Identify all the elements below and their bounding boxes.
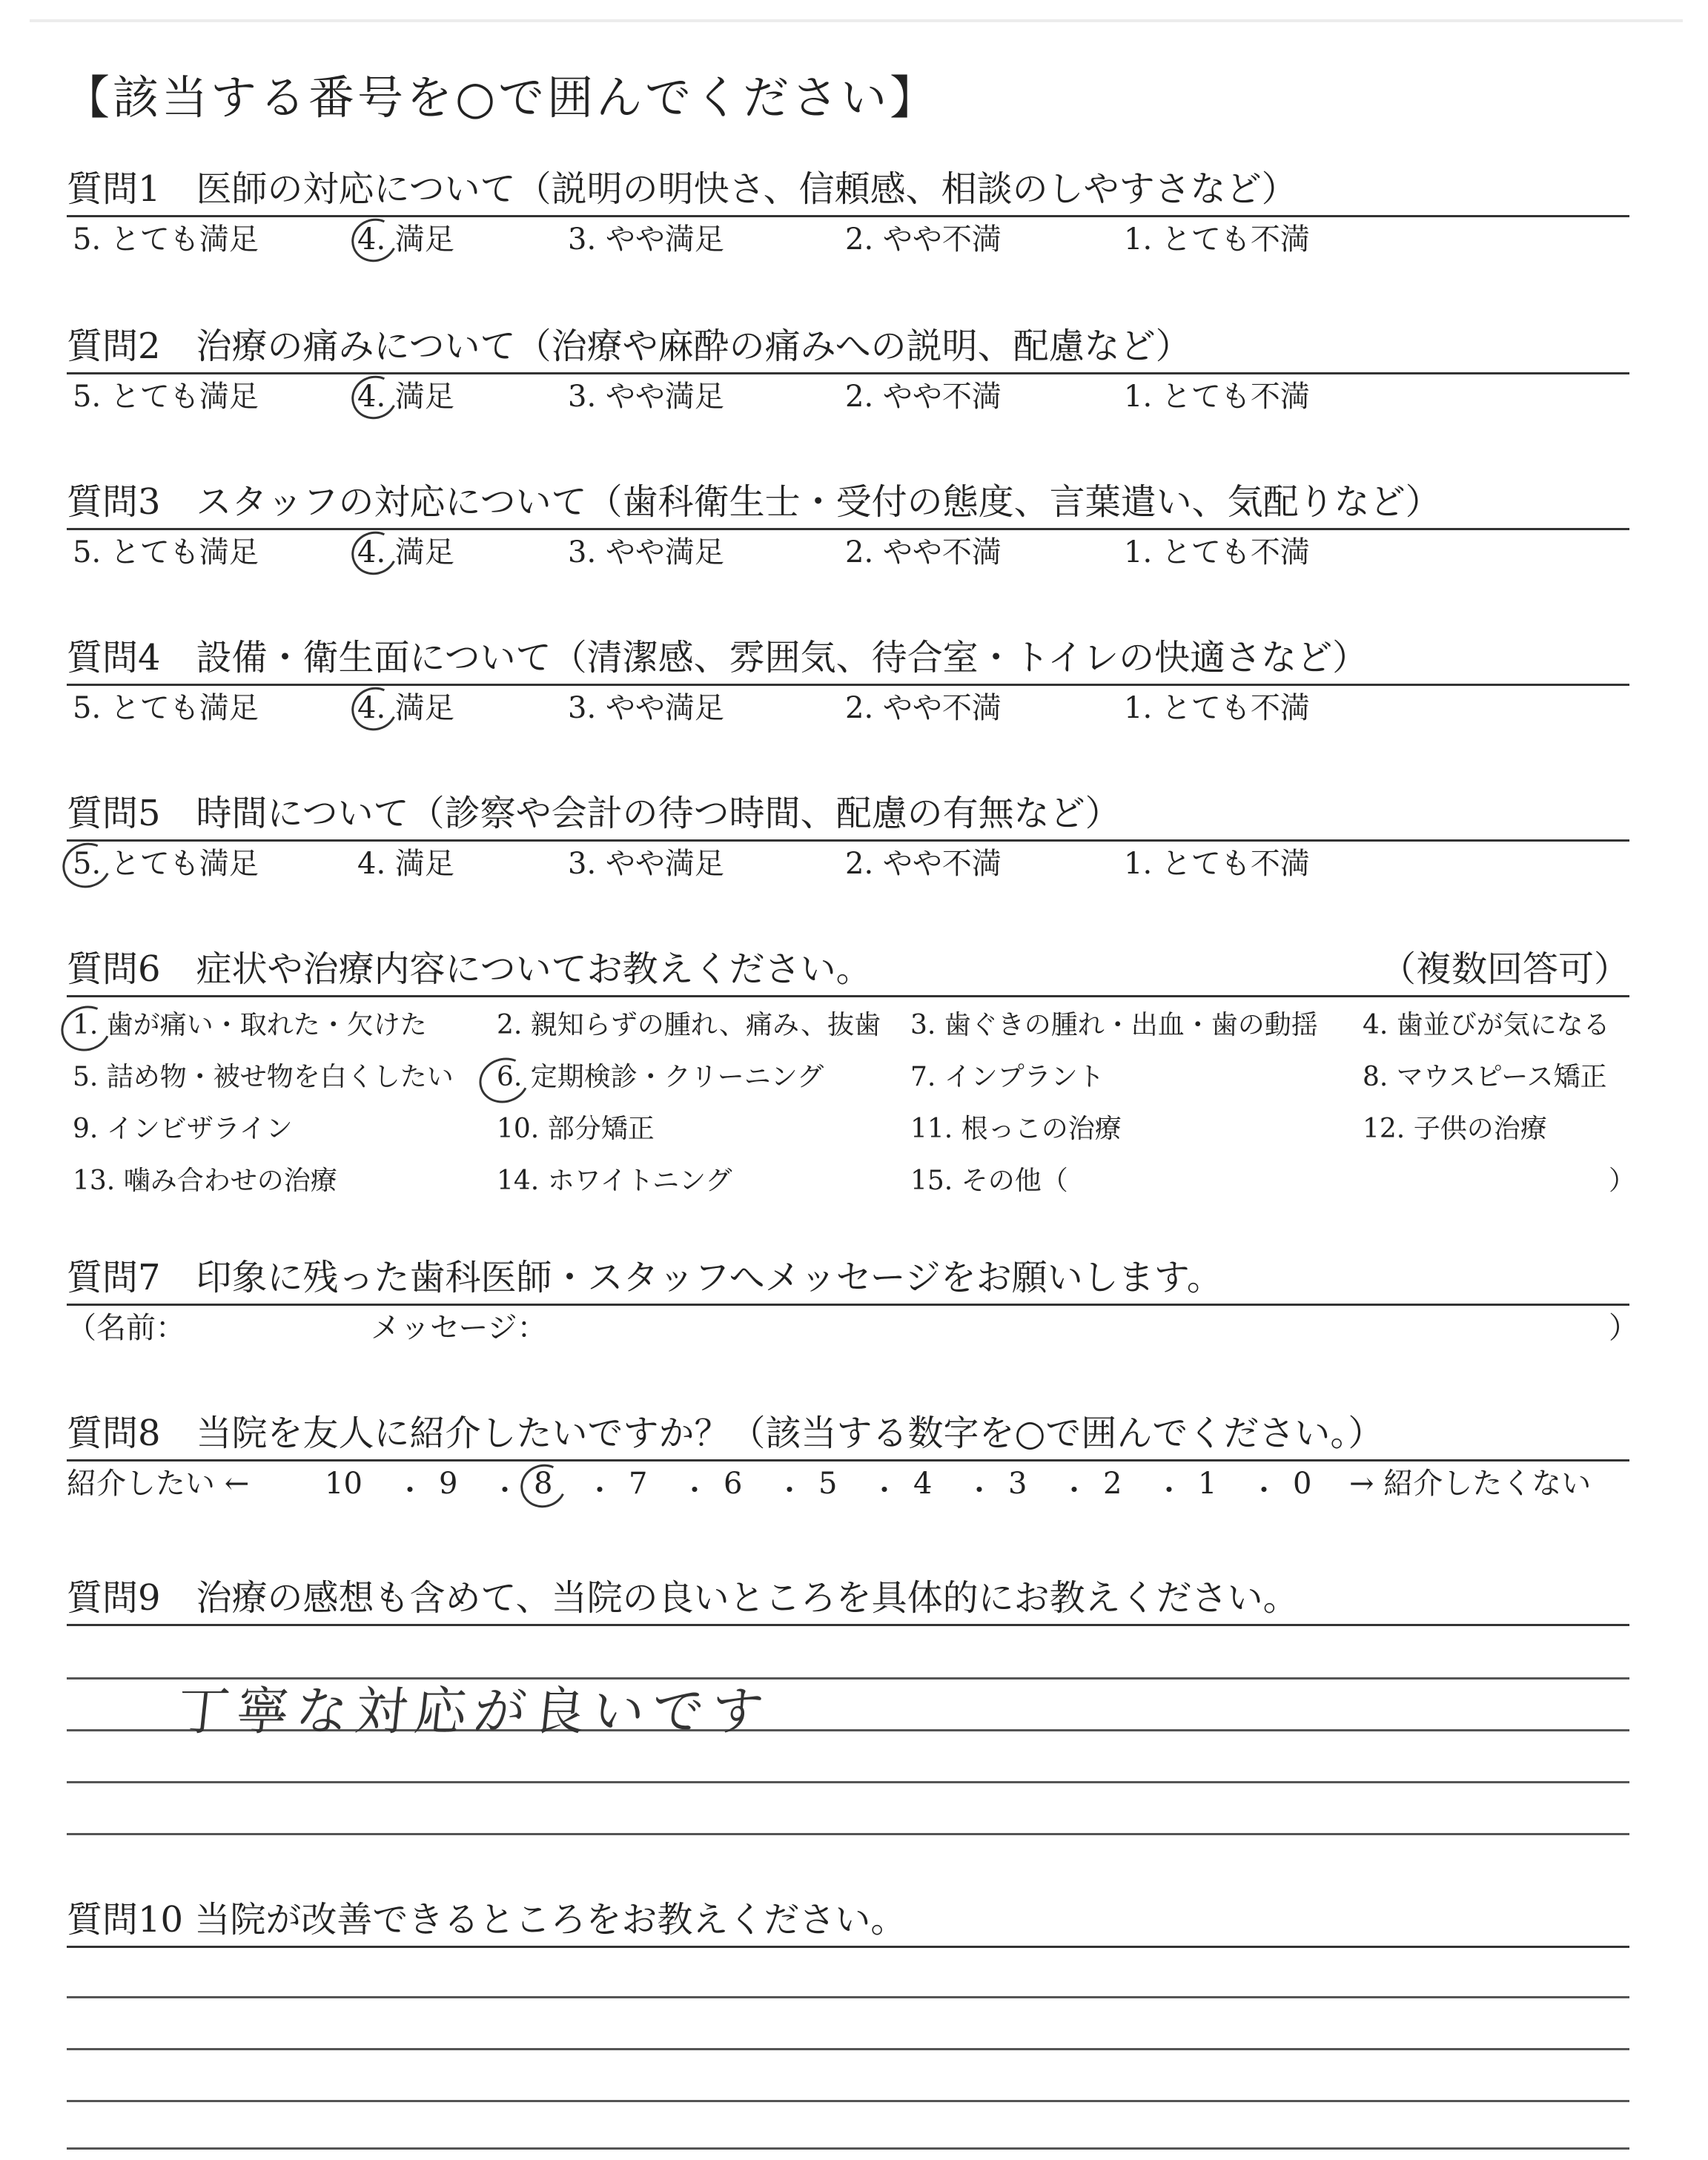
question-9-label: 質問9 治療の感想も含めて、当院の良いところを具体的にお教えください。	[67, 1572, 1629, 1626]
q6-option-8[interactable]: 8. マウスピース矯正	[1363, 1062, 1607, 1092]
question-2-label: 質問2 治療の痛みについて（治療や麻酔の痛みへの説明、配慮など）	[67, 320, 1629, 374]
q2-option-4[interactable]: 4. 満足	[357, 380, 454, 414]
q10-answer-line[interactable]	[67, 1996, 1629, 1998]
q6-option-13[interactable]: 13. 噛み合わせの治療	[73, 1166, 337, 1196]
q7-message-field[interactable]	[571, 1306, 1594, 1343]
q7-close-paren: ）	[1609, 1311, 1638, 1345]
q4-option-5[interactable]: 5. とても満足	[73, 691, 259, 725]
question-7	[67, 1252, 1638, 1350]
q8-dot: ・	[491, 1474, 520, 1507]
q8-scale-7[interactable]: 7	[629, 1467, 648, 1501]
q9-answer-line[interactable]	[67, 1781, 1629, 1783]
q6-option-1[interactable]: 1. 歯が痛い・取れた・欠けた	[73, 1010, 427, 1040]
q8-scale-9[interactable]: 9	[439, 1467, 458, 1501]
question-2-options	[67, 374, 1629, 419]
q8-scale-2[interactable]: 2	[1103, 1467, 1122, 1501]
question-6	[67, 943, 1636, 1212]
question-6-options	[67, 997, 1636, 1212]
q1-option-2[interactable]: 2. やや不満	[845, 222, 1002, 257]
q5-option-2[interactable]: 2. やや不満	[845, 847, 1002, 881]
q8-dot: ・	[1060, 1474, 1089, 1507]
question-2	[67, 320, 1629, 419]
q6-option-2[interactable]: 2. 親知らずの腫れ、痛み、抜歯	[497, 1010, 881, 1040]
question-6-note: （複数回答可）	[1380, 948, 1629, 990]
q5-option-3[interactable]: 3. やや満足	[568, 847, 724, 881]
q1-option-1[interactable]: 1. とても不満	[1124, 222, 1310, 257]
q5-option-4[interactable]: 4. 満足	[357, 847, 454, 881]
q8-scale-3[interactable]: 3	[1008, 1467, 1027, 1501]
q6-other-close-paren: ）	[1609, 1166, 1636, 1196]
q8-scale-4[interactable]: 4	[913, 1467, 933, 1501]
question-6-header	[67, 943, 1629, 997]
q10-answer-line[interactable]	[67, 2048, 1629, 2050]
q6-option-4[interactable]: 4. 歯並びが気になる	[1363, 1010, 1610, 1040]
q8-scale-6[interactable]: 6	[724, 1467, 743, 1501]
question-10-label: 質問10 当院が改善できるところをお教えください。	[67, 1894, 1629, 1948]
question-4-label: 質問4 設備・衛生面について（清潔感、雰囲気、待合室・トイレの快適さなど）	[67, 632, 1629, 686]
q10-answer-line[interactable]	[67, 2147, 1629, 2150]
q9-handwritten-answer: 丁寧な対応が良いです	[174, 1681, 774, 1742]
question-4-options	[67, 686, 1629, 730]
q8-scale-0[interactable]: 0	[1293, 1467, 1312, 1501]
question-3-label: 質問3 スタッフの対応について（歯科衛生士・受付の態度、言葉遣い、気配りなど）	[67, 476, 1629, 530]
question-3-options	[67, 530, 1629, 575]
q6-option-15[interactable]: 15. その他（	[910, 1166, 1068, 1196]
q5-option-1[interactable]: 1. とても不満	[1124, 847, 1310, 881]
question-3	[67, 476, 1629, 575]
q8-dot: ・	[965, 1474, 994, 1507]
q2-option-1[interactable]: 1. とても不満	[1124, 380, 1310, 414]
q6-option-6[interactable]: 6. 定期検診・クリーニング	[497, 1062, 824, 1092]
q6-option-5[interactable]: 5. 詰め物・被せ物を白くしたい	[73, 1062, 454, 1092]
question-1-label: 質問1 医師の対応について（説明の明快さ、信頼感、相談のしやすさなど）	[67, 163, 1629, 217]
q6-option-11[interactable]: 11. 根っこの治療	[910, 1114, 1122, 1144]
q6-option-7[interactable]: 7. インプラント	[910, 1062, 1105, 1092]
q8-scale-5[interactable]: 5	[818, 1467, 838, 1501]
q6-option-3[interactable]: 3. 歯ぐきの腫れ・出血・歯の動揺	[910, 1010, 1318, 1040]
question-8	[67, 1407, 1629, 1506]
q8-scale-1[interactable]: 1	[1198, 1467, 1217, 1501]
q7-message-label: メッセージ：	[371, 1311, 547, 1345]
question-7-label: 質問7 印象に残った歯科医師・スタッフへメッセージをお願いします。	[67, 1252, 1629, 1306]
q8-scale-8[interactable]: 8	[534, 1467, 553, 1501]
q10-answer-line[interactable]	[67, 2100, 1629, 2102]
q6-option-10[interactable]: 10. 部分矯正	[497, 1114, 655, 1144]
question-5	[67, 787, 1629, 886]
q4-option-3[interactable]: 3. やや満足	[568, 691, 724, 725]
q6-option-9[interactable]: 9. インビザライン	[73, 1114, 293, 1144]
top-border	[30, 19, 1683, 22]
question-5-options	[67, 842, 1629, 886]
q8-dot: ・	[681, 1474, 709, 1507]
q1-option-4[interactable]: 4. 満足	[357, 222, 454, 257]
q2-option-2[interactable]: 2. やや不満	[845, 380, 1002, 414]
form-title: 【該当する番号を○で囲んでください】	[64, 70, 939, 125]
question-8-scale	[67, 1462, 1629, 1506]
question-4	[67, 632, 1629, 730]
q8-selection-circle	[514, 1458, 572, 1514]
q7-name-label: （名前：	[67, 1311, 185, 1345]
q8-right-label: → 紹介したくない	[1349, 1467, 1592, 1501]
q3-option-5[interactable]: 5. とても満足	[73, 535, 259, 569]
question-8-label: 質問8 当院を友人に紹介したいですか？（該当する数字を○で囲んでください。）	[67, 1407, 1629, 1462]
q3-option-3[interactable]: 3. やや満足	[568, 535, 724, 569]
q4-option-4[interactable]: 4. 満足	[357, 691, 454, 725]
question-1	[67, 163, 1629, 262]
q8-scale-10[interactable]: 10	[325, 1467, 363, 1501]
question-9	[67, 1572, 1629, 1626]
q3-option-4[interactable]: 4. 満足	[357, 535, 454, 569]
q4-option-1[interactable]: 1. とても不満	[1124, 691, 1310, 725]
q8-dot: ・	[1250, 1474, 1279, 1507]
q6-option-14[interactable]: 14. ホワイトニング	[497, 1166, 732, 1196]
q3-option-1[interactable]: 1. とても不満	[1124, 535, 1310, 569]
question-7-fields	[67, 1306, 1638, 1350]
q3-option-2[interactable]: 2. やや不満	[845, 535, 1002, 569]
q1-option-5[interactable]: 5. とても満足	[73, 222, 259, 257]
q8-left-label: 紹介したい ←	[67, 1467, 250, 1501]
question-1-options	[67, 217, 1629, 262]
q8-dot: ・	[396, 1474, 425, 1507]
q8-dot: ・	[586, 1474, 615, 1507]
q4-option-2[interactable]: 2. やや不満	[845, 691, 1002, 725]
question-6-label: 質問6 症状や治療内容についてお教えください。	[67, 948, 872, 990]
q8-dot: ・	[775, 1474, 804, 1507]
question-10	[67, 1894, 1629, 1948]
q2-option-3[interactable]: 3. やや満足	[568, 380, 724, 414]
q2-option-5[interactable]: 5. とても満足	[73, 380, 259, 414]
q9-answer-line[interactable]	[67, 1833, 1629, 1835]
question-5-label: 質問5 時間について（診察や会計の待つ時間、配慮の有無など）	[67, 787, 1629, 842]
q8-dot: ・	[1155, 1474, 1184, 1507]
q5-option-5[interactable]: 5. とても満足	[73, 847, 259, 881]
q1-option-3[interactable]: 3. やや満足	[568, 222, 724, 257]
q8-dot: ・	[870, 1474, 899, 1507]
q6-option-12[interactable]: 12. 子供の治療	[1363, 1114, 1547, 1144]
